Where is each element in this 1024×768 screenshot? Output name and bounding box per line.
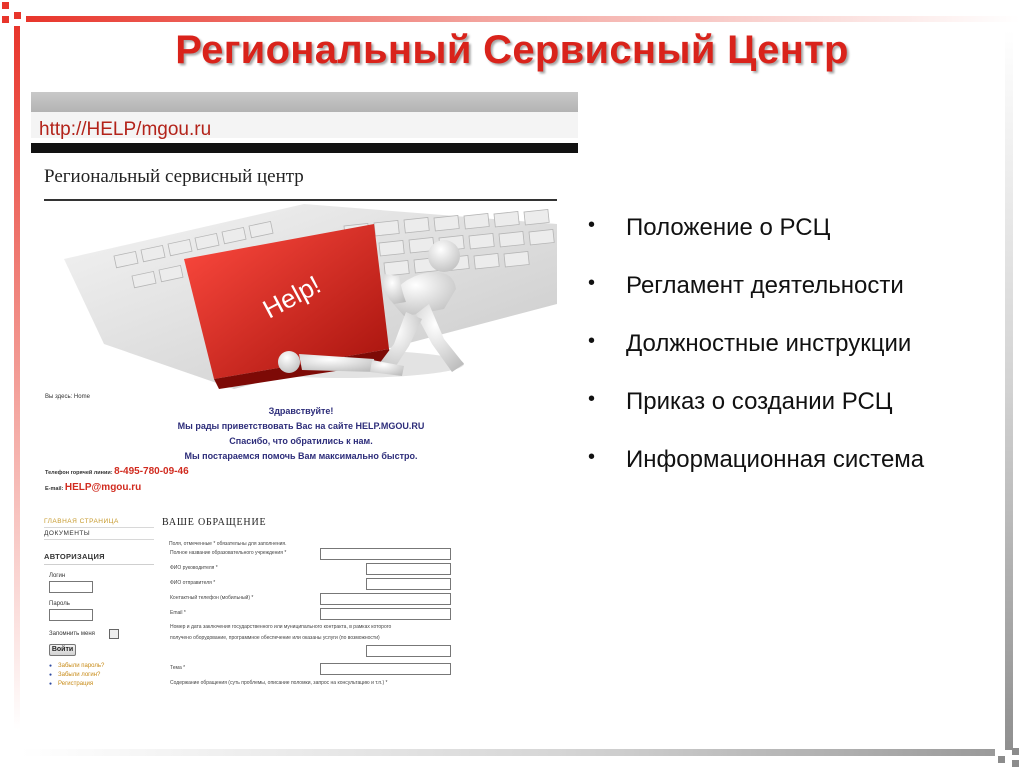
bullet-item[interactable] [588, 446, 924, 504]
director-name-input[interactable] [366, 563, 451, 575]
register-link[interactable]: ● Регистрация [49, 680, 154, 689]
form-title: ВАШЕ ОБРАЩЕНИЕ [162, 517, 267, 528]
site-title: Региональный сервисный центр [44, 166, 304, 187]
bullet-marker: • [588, 446, 596, 468]
forgot-login-link[interactable]: ● Забыли логин? [49, 671, 154, 680]
url-text[interactable]: http://HELP/mgou.ru [39, 119, 212, 140]
bullet-text: Должностные инструкции [626, 330, 912, 357]
email-input[interactable] [320, 608, 451, 620]
bullet-marker: • [588, 214, 596, 236]
auth-title: АВТОРИЗАЦИЯ [44, 552, 154, 565]
auth-links [49, 662, 154, 689]
login-label: Логин [49, 573, 66, 579]
corner-square [1012, 748, 1019, 755]
bullet-marker: • [588, 272, 596, 294]
sender-name-input[interactable] [366, 578, 451, 590]
field-label: ФИО руководителя * [170, 565, 218, 571]
remember-checkbox[interactable] [109, 629, 119, 639]
nav-item-documents[interactable]: ДОКУМЕНТЫ [44, 528, 154, 540]
hotline-label: Телефон горячей линии: [45, 470, 113, 476]
field-label: ФИО отправителя * [170, 580, 216, 586]
bullet-marker: • [588, 388, 596, 410]
bullet-item[interactable] [588, 272, 924, 330]
title-divider [44, 199, 557, 201]
browser-divider [31, 143, 578, 153]
slide-title: Региональный Сервисный Центр [175, 28, 849, 72]
welcome-message [91, 404, 511, 464]
nav-item-home[interactable]: ГЛАВНАЯ СТРАНИЦА [44, 516, 154, 528]
browser-toolbar [31, 92, 578, 112]
top-gradient-bar [26, 16, 1020, 22]
login-input[interactable] [49, 581, 93, 593]
bullet-item[interactable] [588, 330, 924, 388]
help-keycap-text: Help! [257, 269, 326, 325]
right-gradient-bar [1005, 30, 1013, 750]
bullet-item[interactable] [588, 214, 924, 272]
request-form [162, 517, 462, 689]
welcome-line: Здравствуйте! [268, 406, 334, 416]
corner-square [2, 2, 9, 9]
password-label: Пароль [49, 601, 70, 607]
contract-label-line: Номер и дата заключения государственного или муниципального контракта, в рамках которого [170, 624, 392, 630]
field-label: Email * [170, 610, 186, 616]
bullet-text: Положение о РСЦ [626, 214, 831, 241]
corner-square [1012, 760, 1019, 767]
email-label: E-mail: [45, 486, 64, 492]
corner-square [14, 12, 21, 19]
help-banner-image [44, 204, 557, 389]
field-label: Контактный телефон (мобильный) * [170, 595, 254, 601]
bullet-item[interactable] [588, 388, 924, 446]
bullet-text: Информационная система [626, 446, 925, 473]
left-gradient-bar [14, 26, 20, 730]
login-button[interactable]: Войти [49, 644, 76, 656]
bullet-marker: • [588, 330, 596, 352]
bottom-gradient-bar [20, 749, 995, 756]
breadcrumb: Вы здесь: Home [45, 394, 90, 400]
bullet-list [588, 214, 924, 504]
field-label: Тема * [170, 665, 186, 671]
content-label: Содержание обращения (суть проблемы, описание поломки, запрос на консультацию и т.п.) * [170, 680, 388, 686]
contract-input[interactable] [366, 645, 451, 657]
bullet-text: Регламент деятельности [626, 272, 904, 299]
corner-square [998, 756, 1005, 763]
password-input[interactable] [49, 609, 93, 621]
field-label: Полное название образовательного учреждения * [170, 550, 287, 556]
phone-input[interactable] [320, 593, 451, 605]
bullet-text: Приказ о создании РСЦ [626, 388, 893, 415]
welcome-line: Мы постараемся помочь Вам максимально быстро. [184, 451, 418, 461]
remember-label: Запомнить меня [49, 631, 95, 637]
form-row [162, 644, 462, 659]
form-row [162, 577, 462, 592]
institution-input[interactable] [320, 548, 451, 560]
contract-label [170, 622, 455, 644]
welcome-line: Мы рады приветствовать Вас на сайте HELP.MGOU.RU [177, 421, 425, 431]
welcome-line: Спасибо, что обратились к нам. [229, 436, 373, 446]
form-row [162, 662, 462, 677]
left-sidebar [44, 516, 154, 689]
forgot-password-link[interactable]: ● Забыли пароль? [49, 662, 154, 671]
form-note: Поля, отмеченные * обязательны для заполнения. [169, 541, 287, 547]
form-row [162, 547, 462, 562]
website-screenshot [31, 92, 578, 698]
contract-label-line: получено оборудование, программное обеспечение или оказаны услуги (по возможности) [170, 635, 380, 641]
remember-me-row [49, 629, 154, 639]
email-value[interactable]: HELP@mgou.ru [64, 482, 142, 493]
hotline-number: 8-495-780-09-46 [114, 466, 189, 477]
hotline-phone [45, 466, 189, 477]
contact-email [45, 482, 141, 493]
subject-input[interactable] [320, 663, 451, 675]
browser-address-bar [31, 92, 578, 152]
corner-square [2, 16, 9, 23]
form-row [162, 562, 462, 577]
form-row [162, 607, 462, 622]
form-row [162, 592, 462, 607]
